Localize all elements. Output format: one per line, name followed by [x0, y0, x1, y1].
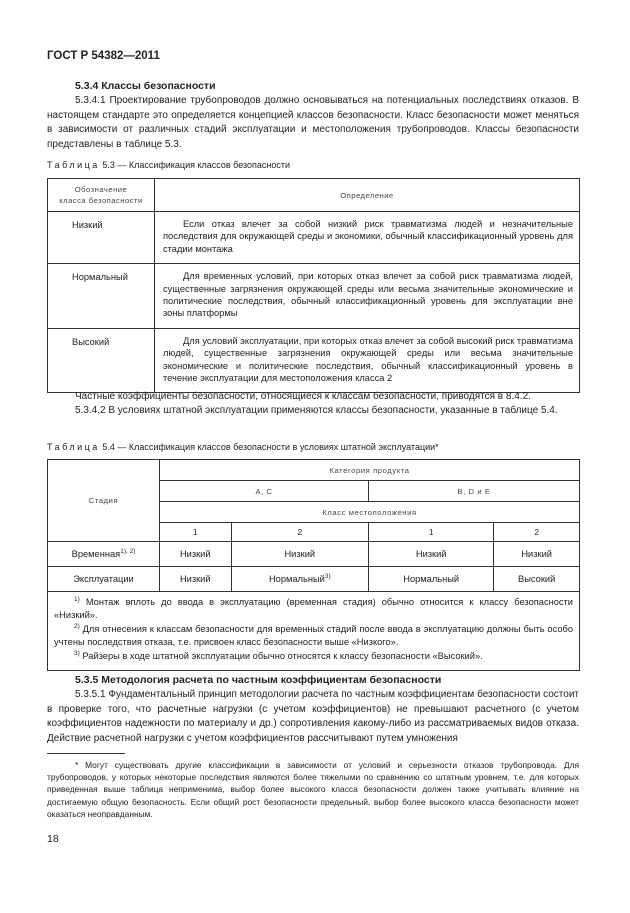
safety-class-cell: Нормальный$^{3)}$	[231, 567, 369, 592]
safety-class-cell: Низкий	[160, 542, 232, 567]
safety-class-cell: Низкий	[494, 542, 580, 567]
paragraph-5-3-4-1: 5.3.4.1 Проектирование трубопроводов должно основываться на потенциальных последствиях отказов. В настоящем стандарте это определяется концепцией классов безопасности. Класс безопасности может меняться в зависимости от различных стадий эксплуатации и местоположения трубопроводов. Классы безопасности представлены в таблице 5.3.	[47, 95, 579, 150]
paragraph-5-3-4-2: 5.3.4.2 В условиях штатной эксплуатации применяются классы безопасности, указанные в таблице 5.4.	[75, 405, 558, 416]
safety-class-cell: Низкий	[231, 542, 369, 567]
table-row	[48, 212, 580, 264]
product-group-ac: А, С	[160, 481, 369, 502]
table-5-4-footnotes	[48, 592, 580, 671]
safety-class-definition: Если отказ влечет за собой низкий риск травматизма людей и незначительные последствия для окружающей среды и экономики, обычный классификационный уровень для стадии монтажа	[155, 212, 580, 264]
table-footnote: $^{1)}$ Монтаж вплоть до ввода в эксплуатацию (временная стадия) обычно относится к классу безопасности «Низкий».	[54, 595, 573, 620]
safety-class-name: Нормальный	[48, 264, 155, 329]
table-5-4-location-class: Класс местоположения	[160, 502, 580, 523]
paragraph-after-table-5-3: Частные коэффициенты безопасности, относящиеся к классам безопасности, приводятся в 8.4.2.	[75, 391, 531, 402]
table-5-3-col-definition: Определение	[155, 179, 580, 212]
table-footnote: $^{3)}$ Райзеры в ходе штатной эксплуатации обычно относятся к классу безопасности «Высокий».	[74, 650, 483, 662]
table-word: Таблица	[47, 442, 100, 452]
safety-class-definition: Для временных условий, при которых отказ влечет за собой риск травматизма людей, существенные загрязнения окружающей среды или весьма значительные экономические и политические последствия, обычный классификационный уровень для эксплуатации вне зоны платформы	[155, 264, 580, 329]
table-row	[48, 328, 580, 393]
safety-class-cell: Низкий	[369, 542, 494, 567]
table-row	[48, 542, 580, 567]
paragraph-5-3-5-1: 5.3.5.1 Фундаментальный принцип методологии расчета по частным коэффициентам безопасности состоит в проверке того, что расчетные нагрузки (с учетом коэффициентов) не превышают расчетного (с учетом коэффициентов надежности по материалу и др.) сопротивления какому-либо из рассматриваемых видов отказа. Действие расчетной нагрузки с учетом коэффициентов рассчитывают путем умножения	[47, 689, 579, 744]
table-word: Таблица	[47, 160, 100, 170]
location-class-number: 2	[494, 523, 580, 542]
page-number: 18	[47, 833, 59, 845]
table-5-4-col-stage: Стадия	[48, 460, 160, 542]
table-5-4	[47, 459, 580, 671]
footnote-divider	[47, 753, 125, 754]
table-5-3-col-designation: Обозначение класса безопасности	[48, 179, 155, 212]
safety-class-cell: Высокий	[494, 567, 580, 592]
safety-class-definition: Для условий эксплуатации, при которых отказ влечет за собой высокий риск травматизма людей, существенные загрязнения окружающей среды или весьма значительные экономические и политические последствия, обычный классификационный уровень в течение эксплуатации для местоположения класса 2	[155, 328, 580, 393]
safety-class-cell: Низкий	[160, 567, 232, 592]
location-class-number: 1	[369, 523, 494, 542]
table-row	[48, 567, 580, 592]
table-5-3-caption	[47, 160, 290, 170]
standard-header: ГОСТ Р 54382—2011	[47, 50, 160, 62]
safety-class-name: Высокий	[48, 328, 155, 393]
product-group-bde: В, D и Е	[369, 481, 580, 502]
table-5-3-title: 5.3 — Классификация классов безопасности	[102, 160, 291, 170]
stage-name: Эксплуатации	[48, 567, 160, 592]
section-5-3-5-heading: 5.3.5 Методология расчета по частным коэффициентам безопасности	[75, 674, 442, 686]
table-footnote: $^{2)}$ Для отнесения к классам безопасности для временных стадий после ввода в эксплуатацию должны быть особо учтены последствия отказа, т.е. присвоен класс безопасности выше «Низкого».	[54, 623, 573, 647]
table-5-4-caption	[47, 442, 439, 452]
location-class-number: 2	[231, 523, 369, 542]
footnote-star: * Могут существовать другие классификации в зависимости от условий и серьезности отказов трубопровода. Для трубопроводов, у которых некоторые последствия являются более тяжелыми по сравнению со штатным уровнем, т.е. для которых приведенная выше таблица неприменима, выбор более высокого класса безопасности должен также учитывать влияние на достигаемую общую безопасность. Если общий рост безопасности предельный, выбор более высокого класса безопасности может оказаться неоправданным.	[47, 760, 579, 819]
table-5-4-title: 5.4 — Классификация классов безопасности в условиях штатной эксплуатации*	[102, 442, 439, 452]
stage-name: Временная$^{1), 2)}$	[48, 542, 160, 567]
table-5-3	[47, 178, 580, 393]
table-5-4-product-category: Категория продукта	[160, 460, 580, 481]
table-row	[48, 264, 580, 329]
section-5-3-4-heading: 5.3.4 Классы безопасности	[75, 80, 216, 92]
location-class-number: 1	[160, 523, 232, 542]
safety-class-cell: Нормальный	[369, 567, 494, 592]
safety-class-name: Низкий	[48, 212, 155, 264]
